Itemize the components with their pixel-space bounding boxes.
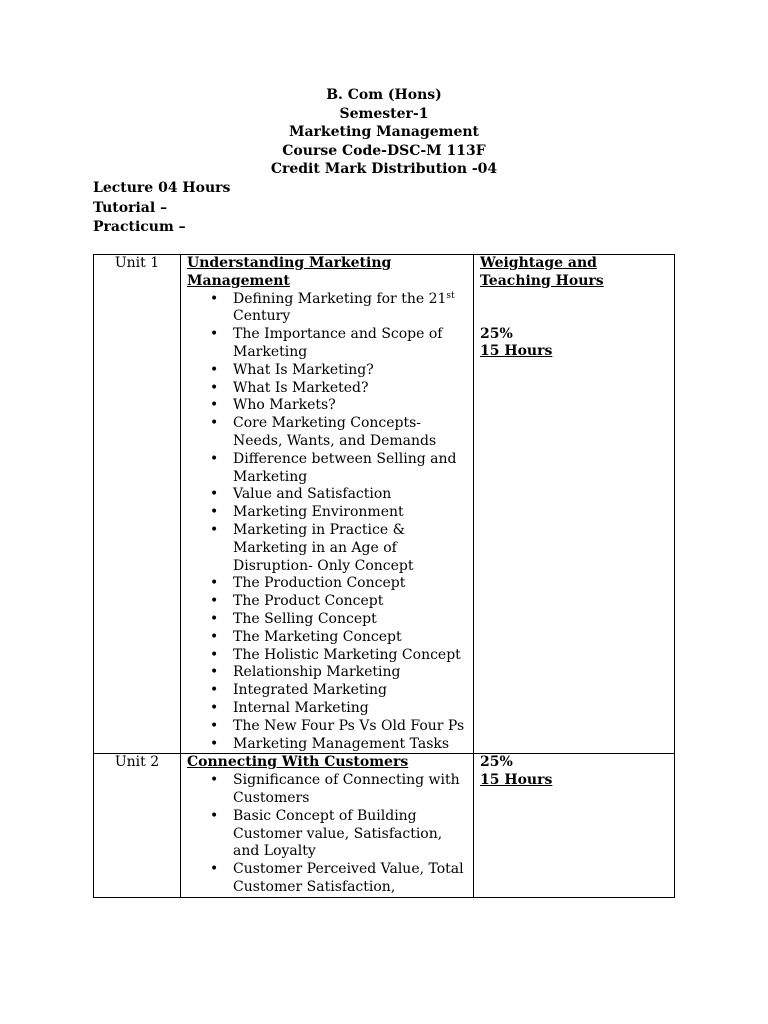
- table-row: [94, 754, 675, 897]
- table-row: [94, 255, 675, 754]
- unit-weightage: [474, 754, 675, 897]
- list-item: • Difference between Selling and Marketing: [233, 451, 467, 487]
- list-item: • The Importance and Scope of Marketing: [233, 326, 467, 362]
- weightage-percent: 25%: [480, 754, 513, 771]
- topic-list: [187, 772, 467, 897]
- list-item: • The New Four Ps Vs Old Four Ps: [233, 718, 467, 736]
- list-item: • Relationship Marketing: [233, 664, 467, 682]
- course-code: Course Code-DSC-M 113F: [282, 142, 486, 159]
- list-item: • Who Markets?: [233, 397, 467, 415]
- list-item: • The Holistic Marketing Concept: [233, 647, 467, 665]
- course-header: [0, 86, 768, 179]
- syllabus-table: [93, 254, 675, 898]
- list-item: • The Product Concept: [233, 593, 467, 611]
- semester-title: Semester-1: [339, 105, 429, 122]
- list-item: • Internal Marketing: [233, 700, 467, 718]
- weightage-heading: Weightage and Teaching Hours: [480, 255, 604, 289]
- list-item: • Defining Marketing for the 21st Century: [233, 291, 467, 327]
- degree-title: B. Com (Hons): [326, 87, 442, 103]
- list-item: • The Selling Concept: [233, 611, 467, 629]
- unit-label: Unit 2: [94, 754, 181, 897]
- list-item: • Integrated Marketing: [233, 682, 467, 700]
- teaching-hours: 15 Hours: [480, 772, 553, 789]
- list-item: • Basic Concept of Building Customer value, Satisfaction, and Loyalty: [233, 808, 467, 861]
- list-item: • Significance of Connecting with Customers: [233, 772, 467, 808]
- list-item: • Marketing in Practice & Marketing in an Age of Disruption- Only Concept: [233, 522, 467, 575]
- tutorial-hours: Tutorial –: [93, 199, 168, 216]
- unit-title: Understanding Marketing Management: [187, 255, 392, 289]
- list-item: • The Production Concept: [233, 575, 467, 593]
- list-item: • Marketing Management Tasks: [233, 736, 467, 754]
- unit-label: Unit 1: [94, 255, 181, 754]
- course-meta: [93, 179, 230, 238]
- list-item: • Value and Satisfaction: [233, 486, 467, 504]
- list-item: • Core Marketing Concepts- Needs, Wants, and Demands: [233, 415, 467, 451]
- weightage-percent: 25%: [480, 325, 513, 342]
- lecture-hours: Lecture 04 Hours: [93, 180, 231, 196]
- unit-topics: [181, 255, 474, 754]
- topic-list: [187, 291, 467, 754]
- unit-title: Connecting With Customers: [187, 754, 409, 771]
- list-item: • What Is Marketed?: [233, 380, 467, 398]
- unit-topics: [181, 754, 474, 897]
- subject-title: Marketing Management: [288, 124, 480, 140]
- teaching-hours: 15 Hours: [480, 343, 553, 360]
- unit-weightage: [474, 255, 675, 754]
- list-item: • The Marketing Concept: [233, 629, 467, 647]
- list-item: • Marketing Environment: [233, 504, 467, 522]
- list-item: • What Is Marketing?: [233, 362, 467, 380]
- credit-distribution: Credit Mark Distribution -04: [270, 161, 498, 177]
- list-item: • Customer Perceived Value, Total Customer Satisfaction,: [233, 861, 467, 897]
- practicum-hours: Practicum –: [93, 219, 186, 235]
